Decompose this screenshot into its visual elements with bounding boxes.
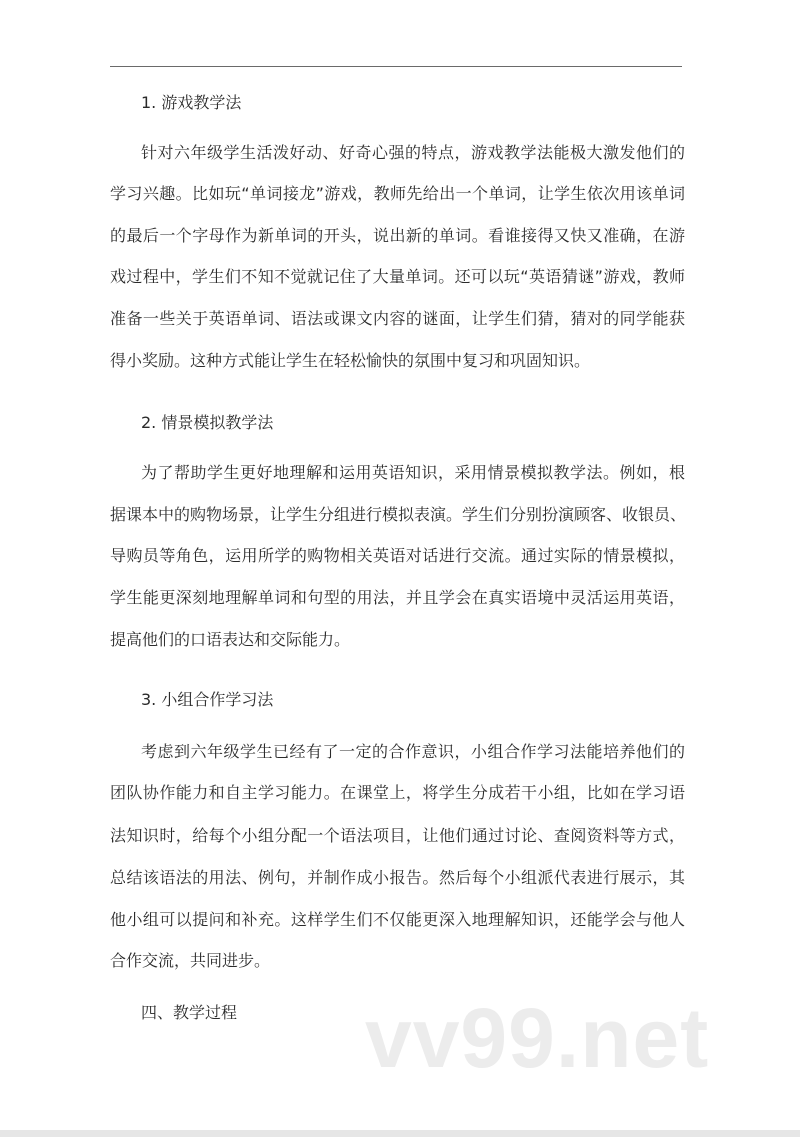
paragraph-line: 针对六年级学生活泼好动、好奇心强的特点，游戏教学法能极大激发他们的	[141, 143, 685, 162]
paragraph-line: 导购员等角色，运用所学的购物相关英语对话进行交流。通过实际的情景模拟，	[110, 546, 685, 565]
paragraph-line: 考虑到六年级学生已经有了一定的合作意识，小组合作学习法能培养他们的	[141, 742, 685, 761]
paragraph-line: 法知识时，给每个小组分配一个语法项目，让他们通过讨论、查阅资料等方式，	[110, 826, 685, 845]
section-heading-2: 2. 情景模拟教学法	[141, 413, 274, 432]
paragraph-line: 为了帮助学生更好地理解和运用英语知识，采用情景模拟教学法。例如，根	[141, 463, 685, 482]
section-heading-3: 3. 小组合作学习法	[141, 690, 274, 709]
watermark: vv99.net	[365, 991, 710, 1085]
paragraph-line: 的最后一个字母作为新单词的开头，说出新的单词。看谁接得又快又准确，在游	[110, 226, 685, 245]
paragraph-line: 合作交流，共同进步。	[110, 951, 271, 970]
section-heading-4: 四、教学过程	[141, 1003, 238, 1022]
paragraph-line: 戏过程中，学生们不知不觉就记住了大量单词。还可以玩“英语猜谜”游戏，教师	[110, 267, 685, 286]
page-bottom-edge	[0, 1130, 800, 1137]
paragraph-line: 准备一些关于英语单词、语法或课文内容的谜面，让学生们猜，猜对的同学能获	[110, 309, 685, 328]
paragraph-line: 据课本中的购物场景，让学生分组进行模拟表演。学生们分别扮演顾客、收银员、	[110, 505, 687, 524]
paragraph-line: 得小奖励。这种方式能让学生在轻松愉快的氛围中复习和巩固知识。	[110, 351, 591, 370]
header-rule	[110, 66, 682, 67]
section-heading-1: 1. 游戏教学法	[141, 93, 242, 112]
paragraph-line: 他小组可以提问和补充。这样学生们不仅能更深入地理解知识，还能学会与他人	[110, 910, 685, 929]
paragraph-line: 提高他们的口语表达和交际能力。	[110, 630, 351, 649]
paragraph-line: 学生能更深刻地理解单词和句型的用法，并且学会在真实语境中灵活运用英语，	[110, 588, 685, 607]
paragraph-line: 学习兴趣。比如玩“单词接龙”游戏，教师先给出一个单词，让学生依次用该单词	[110, 184, 685, 203]
paragraph-line: 团队协作能力和自主学习能力。在课堂上，将学生分成若干小组，比如在学习语	[110, 783, 685, 802]
paragraph-line: 总结该语法的用法、例句，并制作成小报告。然后每个小组派代表进行展示，其	[110, 868, 685, 887]
